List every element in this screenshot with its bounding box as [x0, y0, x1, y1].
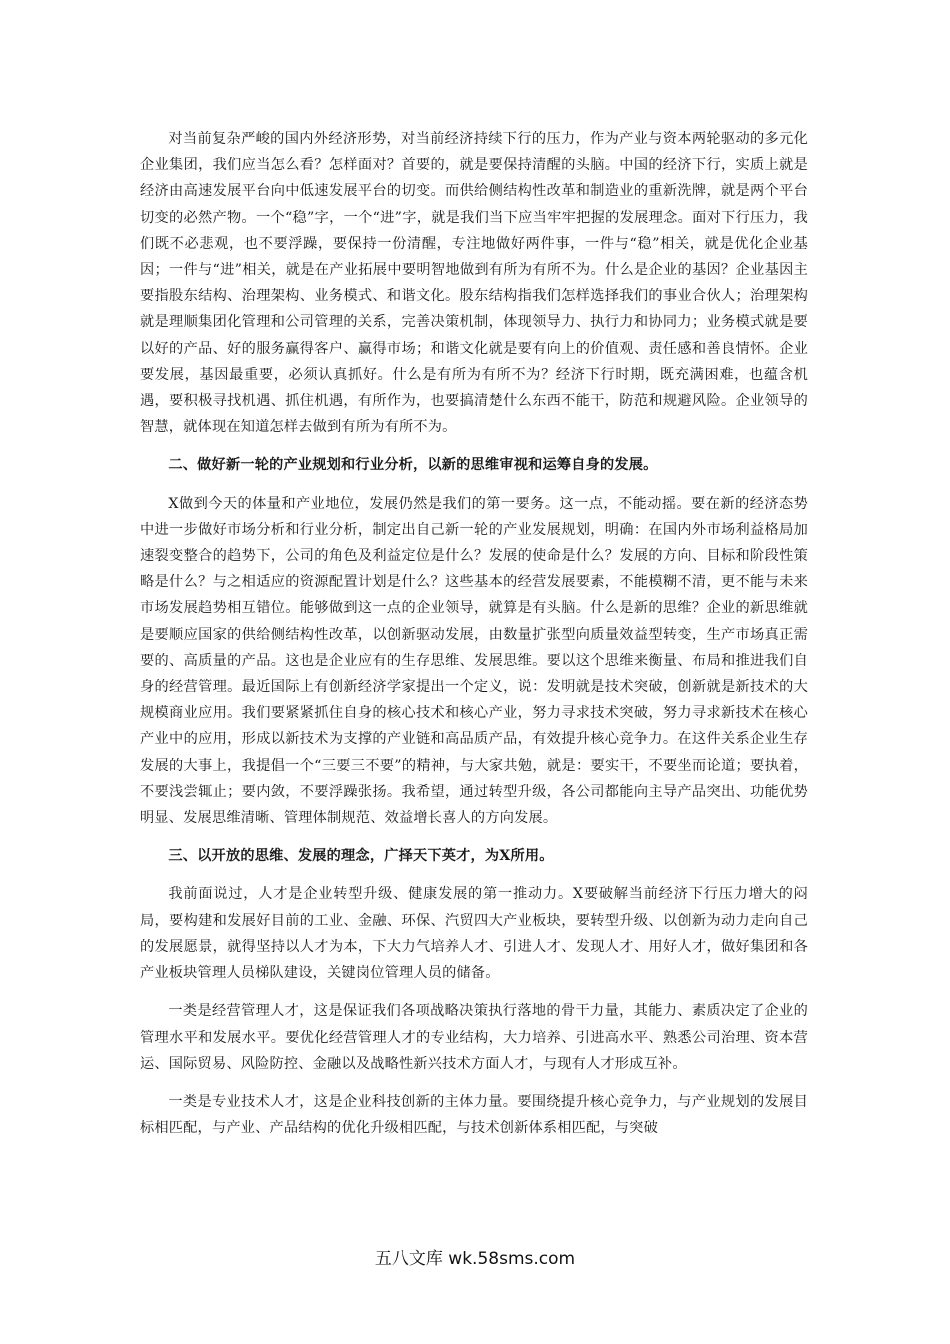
- paragraph-economic-situation: 对当前复杂严峻的国内外经济形势，对当前经济持续下行的压力，作为产业与资本两轮驱动的多元化企业集团，我们应当怎么看？怎样面对？首要的，就是要保持清醒的头脑。中国的经济下行，实质上就是经济由高速发展平台向中低速发展平台的切变。而供给侧结构性改革和制造业的重新洗牌，就是两个平台切变的必然产物。一个“稳”字，一个“进”字，就是我们当下应当牢牢把握的发展理念。面对下行压力，我们既不必悲观，也不要浮躁，要保持一份清醒，专注地做好两件事，一件与“稳”相关，就是优化企业基因；一件与“进”相关，就是在产业拓展中要明智地做到有所为有所不为。什么是企业的基因？企业基因主要指股东结构、治理架构、业务模式、和谐文化。股东结构指我们怎样选择我们的事业合伙人；治理架构就是理顺集团化管理和公司管理的关系，完善决策机制，体现领导力、执行力和协同力；业务模式就是要以好的产品、好的服务赢得客户、赢得市场；和谐文化就是要有向上的价值观、责任感和善良情怀。企业要发展，基因最重要，必须认真抓好。什么是有所为有所不为？经济下行时期，既充满困难，也蕴含机遇，要积极寻找机遇、抓住机遇，有所作为，也要搞清楚什么东西不能干，防范和规避风险。企业领导的智慧，就体现在知道怎样去做到有所为有所不为。: [140, 131, 808, 436]
- paragraph-industry-planning: X做到今天的体量和产业地位，发展仍然是我们的第一要务。这一点，不能动摇。要在新的经济态势中进一步做好市场分析和行业分析，制定出自己新一轮的产业发展规划，明确：在国内外市场利益格局加速裂变整合的趋势下，公司的角色及利益定位是什么？发展的使命是什么？发展的方向、目标和阶段性策略是什么？与之相适应的资源配置计划是什么？这些基本的经营发展要素，不能模糊不清，更不能与未来市场发展趋势相互错位。能够做到这一点的企业领导，就算是有头脑。什么是新的思维？企业的新思维就是要顺应国家的供给侧结构性改革，以创新驱动发展，由数量扩张型向质量效益型转变，生产市场真正需要的、高质量的产品。这也是企业应有的生存思维、发展思维。要以这个思维来衡量、布局和推进我们自身的经营管理。最近国际上有创新经济学家提出一个定义，说：发明就是技术突破，创新就是新技术的大规模商业应用。我们要紧紧抓住自身的核心技术和核心产业，努力寻求技术突破，努力寻求新技术在核心产业中的应用，形成以新技术为支撑的产业链和高品质产品，有效提升核心竞争力。在这件关系企业生存发展的大事上，我提倡一个“三要三不要”的精神，与大家共勉，就是：要实干，不要坐而论道；要执着，不要浅尝辄止；要内敛，不要浮躁张扬。我希望，通过转型升级，各公司都能向主导产品突出、功能优势明显、发展思维清晰、管理体制规范、效益增长喜人的方向发展。: [140, 495, 808, 827]
- paragraph-talent-intro: 我前面说过，人才是企业转型升级、健康发展的第一推动力。X要破解当前经济下行压力增大的闷局，要构建和发展好目前的工业、金融、环保、汽贸四大产业板块，要转型升级、以创新为动力走向自己的发展愿景，就得坚持以人才为本，下大力气培养人才、引进人才、发现人才、用好人才，做好集团和各产业板块管理人员梯队建设，关键岗位管理人员的储备。: [140, 886, 808, 982]
- paragraph-management-talent: 一类是经营管理人才，这是保证我们各项战略决策执行落地的骨干力量，其能力、素质决定了企业的管理水平和发展水平。要优化经营管理人才的专业结构，大力培养、引进高水平、熟悉公司治理、资本营运、国际贸易、风险防控、金融以及战略性新兴技术方面人才，与现有人才形成互补。: [140, 1003, 808, 1072]
- section-heading-industry-planning: 二、做好新一轮的产业规划和行业分析，以新的思维审视和运筹自身的发展。: [168, 457, 658, 474]
- document-body: [140, 126, 808, 1153]
- paragraph-technical-talent: 一类是专业技术人才，这是企业科技创新的主体力量。要围绕提升核心竞争力，与产业规划的发展目标相匹配，与产业、产品结构的优化升级相匹配，与技术创新体系相匹配，与突破: [140, 1093, 808, 1137]
- footer-watermark: 五八文库 wk.58sms.com: [374, 1249, 576, 1269]
- section-heading-talent: 三、以开放的思维、发展的理念，广择天下英才，为X所用。: [168, 848, 554, 865]
